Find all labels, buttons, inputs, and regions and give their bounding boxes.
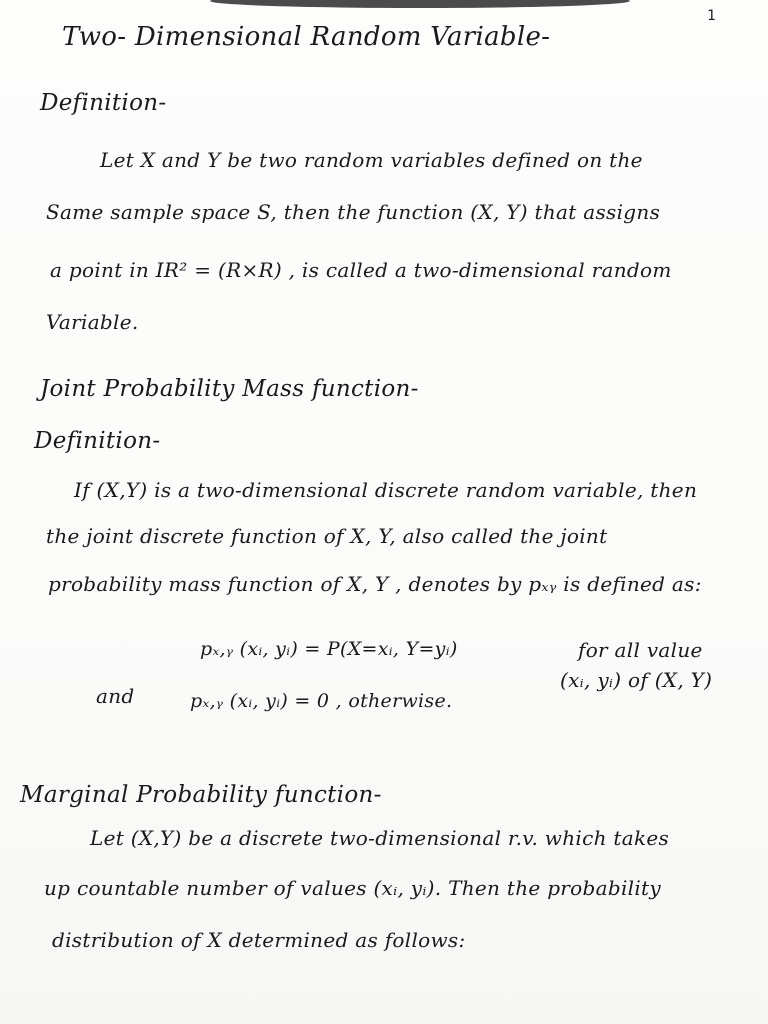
joint-pmf-line-2: the joint discrete function of X, Y, also called the joint bbox=[46, 524, 608, 548]
joint-pmf-note-1: for all value bbox=[578, 638, 703, 662]
page-top-shadow bbox=[210, 0, 630, 8]
section-title-joint-pmf: Joint Probability Mass function- bbox=[40, 376, 419, 402]
definition-line-4: Variable. bbox=[46, 310, 139, 334]
page-number: 1 bbox=[707, 8, 716, 24]
joint-pmf-equation-1: pₓ,ᵧ (xᵢ, yᵢ) = P(X=xᵢ, Y=yᵢ) bbox=[200, 638, 458, 660]
section-title-marginal-probability: Marginal Probability function- bbox=[20, 782, 382, 808]
definition-line-1: Let X and Y be two random variables defined on the bbox=[100, 148, 643, 172]
definition-label: Definition- bbox=[40, 90, 167, 116]
and-word: and bbox=[96, 684, 135, 708]
section-title-two-dimensional-random-variable: Two- Dimensional Random Variable- bbox=[62, 22, 551, 52]
joint-pmf-line-3: probability mass function of X, Y , denotes by pₓᵧ is defined as: bbox=[48, 572, 702, 596]
definition-line-2: Same sample space S, then the function (X, Y) that assigns bbox=[46, 200, 661, 224]
definition-line-3: a point in IR² = (R×R) , is called a two-dimensional random bbox=[50, 258, 672, 282]
definition-label-2: Definition- bbox=[34, 428, 161, 454]
joint-pmf-equation-2: pₓ,ᵧ (xᵢ, yᵢ) = 0 , otherwise. bbox=[190, 690, 453, 712]
joint-pmf-note-2: (xᵢ, yᵢ) of (X, Y) bbox=[560, 668, 713, 692]
marginal-line-2: up countable number of values (xᵢ, yᵢ). Then the probability bbox=[44, 876, 661, 900]
marginal-line-3: distribution of X determined as follows: bbox=[52, 928, 466, 952]
marginal-line-1: Let (X,Y) be a discrete two-dimensional r.v. which takes bbox=[90, 826, 670, 850]
joint-pmf-line-1: If (X,Y) is a two-dimensional discrete random variable, then bbox=[74, 478, 698, 502]
